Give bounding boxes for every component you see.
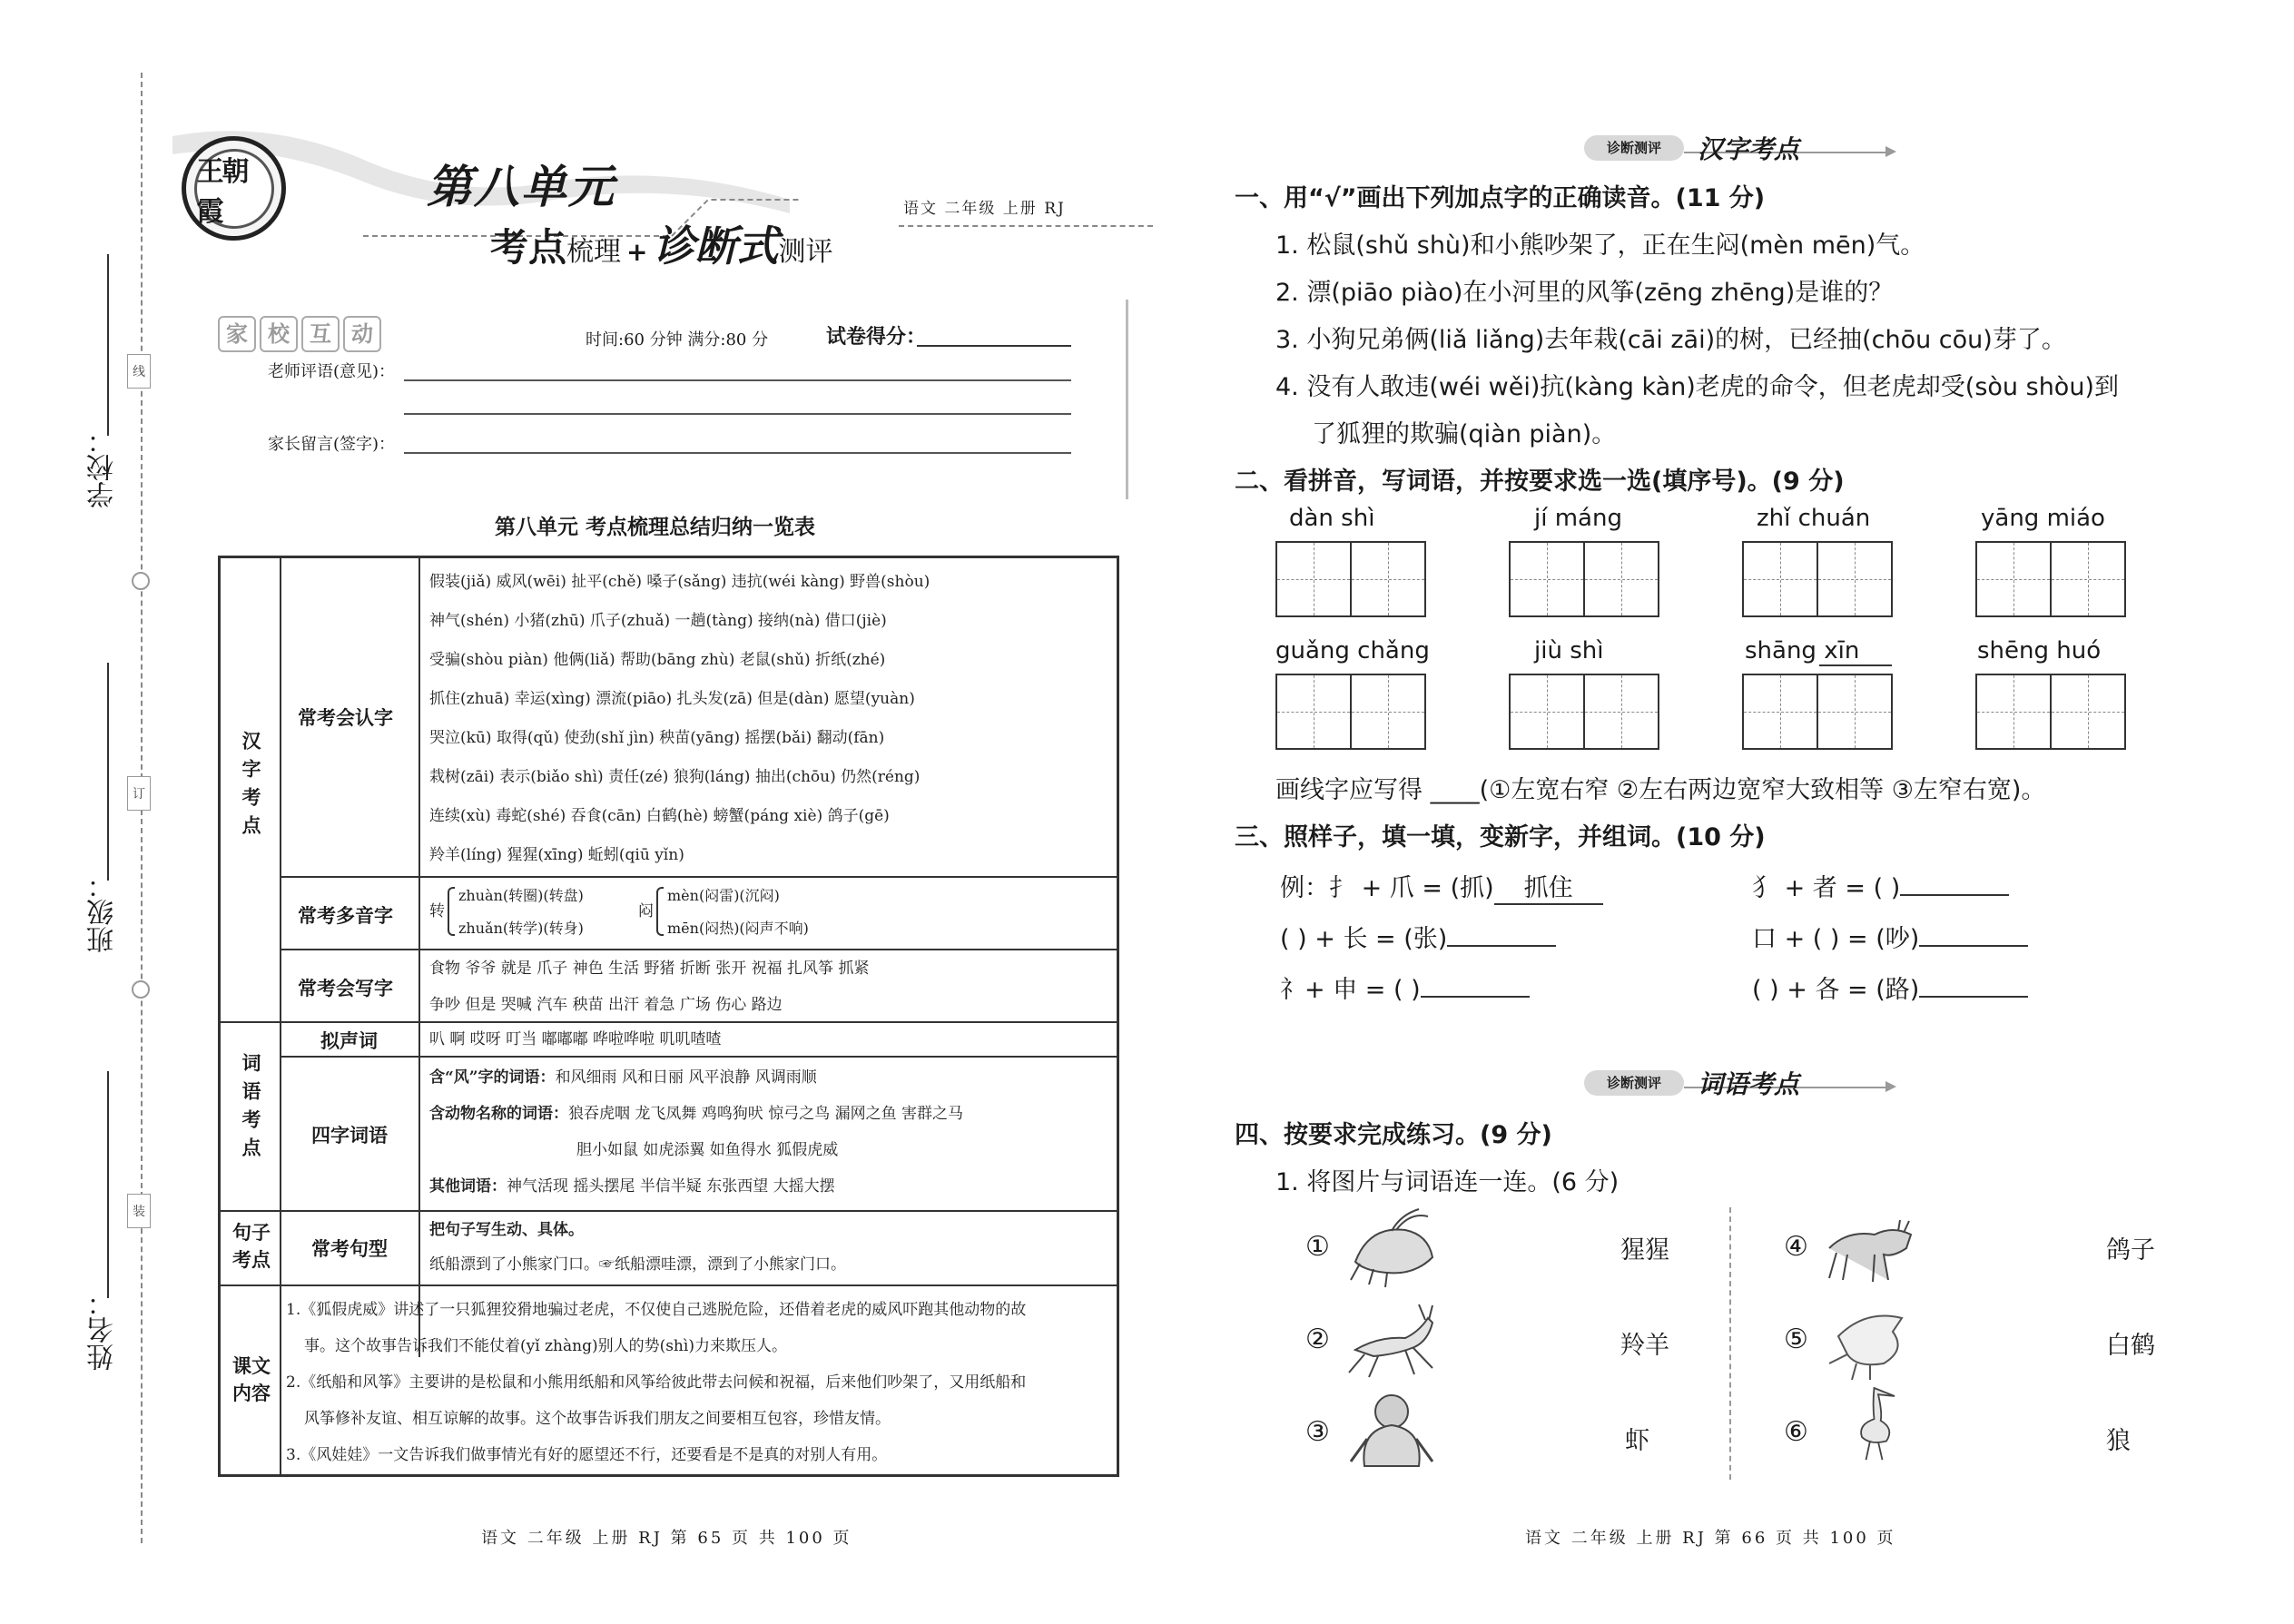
sizici-line: 狼吞虎咽 龙飞凤舞 鸡鸣狗吠 惊弓之鸟 漏网之鱼 害群之马 xyxy=(568,1105,964,1123)
sizici-line: 胆小如鼠 如虎添翼 如鱼得水 狐假虎威 xyxy=(576,1141,839,1159)
poly-reading: mēn(闷热)(闷声不响) xyxy=(667,920,809,937)
binding-strip xyxy=(0,0,154,1624)
meta-divider xyxy=(899,225,1153,227)
time-score-info: 时间:60 分钟 满分:80 分 xyxy=(586,330,769,349)
poly-reading: zhuàn(转圈)(转盘) xyxy=(458,887,584,904)
binding-mark: 订 xyxy=(127,776,151,811)
word-option[interactable]: 狼 xyxy=(2106,1427,2131,1455)
poly-reading: mèn(闷雷)(沉闷) xyxy=(667,887,780,904)
binding-mark: 线 xyxy=(127,354,151,389)
subcat-juxing: 常考句型 xyxy=(311,1237,388,1260)
sizici-line: 神气活现 摇头摆尾 半信半疑 东张西望 大摇大摆 xyxy=(507,1177,835,1196)
summary-table xyxy=(218,556,1119,1477)
renzi-line: 神气(shén) 小猪(zhū) 爪子(zhuǎ) 一趟(tàng) 接纳(nà) 借口(jiè) xyxy=(429,612,887,630)
pinyin: shēng huó xyxy=(1977,637,2102,664)
class-field[interactable] xyxy=(107,663,109,881)
tianzige-box[interactable] xyxy=(1275,541,1426,617)
pinyin: shāng xīn xyxy=(1745,637,1860,664)
subject-grade-tag: 语文 二年级 上册 RJ xyxy=(903,200,1066,218)
teacher-comment-field[interactable] xyxy=(404,379,1071,381)
pinyin: jiù shì xyxy=(1534,637,1604,664)
q3-cell[interactable]: 礻+ 申 = ( ) xyxy=(1280,969,1530,1005)
juxing-line: 纸船漂到了小熊家门口。☞纸船漂哇漂，漂到了小熊家门口。 xyxy=(429,1255,846,1274)
subcat-renzi: 常考会认字 xyxy=(298,706,393,729)
crane-icon[interactable] xyxy=(1820,1380,1920,1462)
section-banner-ciyu: 诊断测评 词语考点 xyxy=(1584,1067,1893,1101)
publisher-logo: 王朝霞 xyxy=(182,136,286,241)
poly-reading: zhuǎn(转学)(转身) xyxy=(458,920,584,937)
pinyin: yāng miáo xyxy=(1981,505,2105,532)
teacher-comment-label: 老师评语(意见)： xyxy=(268,362,396,381)
category-kewen: 课文内容 xyxy=(232,1354,271,1404)
pinyin: guǎng chǎng xyxy=(1275,637,1430,664)
shrimp-icon[interactable] xyxy=(1342,1207,1442,1289)
home-school-banner: 家 校 互 动 xyxy=(218,316,409,352)
item-number: ⑤ xyxy=(1784,1324,1808,1355)
item-number: ④ xyxy=(1784,1231,1808,1263)
sizici-label: 其他词语： xyxy=(429,1177,507,1196)
word-option[interactable]: 白鹤 xyxy=(2106,1332,2155,1360)
wolf-icon[interactable] xyxy=(1820,1207,1920,1289)
page-subtitle: 考点梳理 + 诊断式测评 xyxy=(490,221,833,271)
xiezi-line: 争吵 但是 哭喊 汽车 秧苗 出汗 着急 广场 伤心 路边 xyxy=(429,996,783,1014)
pigeon-icon[interactable] xyxy=(1820,1300,1920,1382)
item-number: ③ xyxy=(1305,1416,1330,1448)
school-field[interactable] xyxy=(107,254,109,436)
q3-cell[interactable]: ( ) + 各 = (路) xyxy=(1752,969,2028,1005)
school-label: 学校： xyxy=(87,427,119,508)
pinyin: dàn shì xyxy=(1289,505,1375,532)
word-option[interactable]: 虾 xyxy=(1625,1427,1649,1455)
q3-cell[interactable]: 口 + ( ) = (吵) xyxy=(1752,919,2028,954)
content-line: 1.《狐假虎威》讲述了一只狐狸狡猾地骗过老虎，不仅使自己逃脱危险，还借着老虎的威风吓跑其他动物的故 xyxy=(286,1301,1027,1319)
q3-title: 三、照样子，填一填，变新字，并组词。(10 分) xyxy=(1235,823,1766,851)
left-page-footer: 语文 二年级 上册 RJ 第 65 页 共 100 页 xyxy=(481,1529,852,1548)
category-juzi: 句子考点 xyxy=(232,1221,271,1271)
renzi-line: 受骗(shòu piàn) 他俩(liǎ) 帮助(bāng zhù) 老鼠(shǔ) 折纸(zhé) xyxy=(429,651,886,669)
q1-item[interactable]: 3. 小狗兄弟俩(liǎ liǎng)去年栽(cāi zāi)的树，已经抽(chōu cōu)芽了。 xyxy=(1275,326,2066,354)
unit-title: 第八单元 xyxy=(427,161,615,213)
content-line: 事。这个故事告诉我们不能仗着(yǐ zhàng)别人的势(shì)力来欺压人。 xyxy=(304,1337,787,1355)
q4-subtitle: 1. 将图片与词语连一连。(6 分) xyxy=(1275,1168,1620,1196)
binding-hole xyxy=(132,572,150,590)
content-line: 3.《风娃娃》一文告诉我们做事情光有好的愿望还不行，还要看是不是真的对别人有用。 xyxy=(286,1446,888,1464)
q1-item[interactable]: 4. 没有人敢违(wéi wěi)抗(kàng kàn)老虎的命令，但老虎却受(sòu shòu)到 xyxy=(1275,373,2119,401)
parent-comment-field[interactable] xyxy=(404,452,1071,454)
right-page-footer: 语文 二年级 上册 RJ 第 66 页 共 100 页 xyxy=(1525,1529,1896,1548)
subcat-nishengci: 拟声词 xyxy=(320,1029,378,1052)
q2-note[interactable]: 画线字应写得 ____(①左宽右窄 ②左右两边宽窄大致相等 ③左窄右宽)。 xyxy=(1275,776,2046,804)
renzi-line: 哭泣(kū) 取得(qǔ) 使劲(shǐ jìn) 秧苗(yāng) 摇摆(bǎi) 翻动(fān) xyxy=(429,729,885,747)
q2-title: 二、看拼音，写词语，并按要求选一选(填序号)。(9 分) xyxy=(1235,468,1845,496)
subcat-xiezi: 常考会写字 xyxy=(298,977,393,999)
nishengci-line: 叭 啊 哎呀 叮当 嘟嘟嘟 哗啦哗啦 叽叽喳喳 xyxy=(429,1030,722,1048)
tianzige-box[interactable] xyxy=(1975,541,2126,617)
word-option[interactable]: 羚羊 xyxy=(1620,1332,1669,1360)
juxing-line: 把句子写生动、具体。 xyxy=(429,1221,584,1239)
gorilla-icon[interactable] xyxy=(1342,1389,1442,1471)
brace xyxy=(656,887,664,936)
score-field[interactable] xyxy=(917,345,1071,347)
table-title: 第八单元 考点梳理总结归纳一览表 xyxy=(495,516,816,539)
q4-title: 四、按要求完成练习。(9 分) xyxy=(1235,1121,1552,1149)
tianzige-box[interactable] xyxy=(1742,541,1893,617)
binding-hole xyxy=(132,980,150,999)
pinyin: jí máng xyxy=(1534,505,1622,532)
q1-item[interactable]: 2. 漂(piāo piào)在小河里的风筝(zēng zhēng)是谁的？ xyxy=(1275,279,1894,307)
underline-mark xyxy=(1819,664,1892,666)
sizici-label: 含动物名称的词语： xyxy=(429,1105,568,1123)
poly-char-zhuan: 转 xyxy=(429,902,445,920)
item-number: ⑥ xyxy=(1784,1416,1808,1448)
brace xyxy=(448,887,455,936)
word-option[interactable]: 猩猩 xyxy=(1620,1236,1669,1265)
q3-cell[interactable]: ( ) + 长 = (张) xyxy=(1280,919,1556,954)
name-label: 姓名： xyxy=(87,1289,119,1371)
content-line: 风筝修补友谊、相互谅解的故事。这个故事告诉我们朋友之间要相互包容，珍惜友情。 xyxy=(304,1410,891,1428)
name-field[interactable] xyxy=(107,1071,109,1298)
content-line: 2.《纸船和风筝》主要讲的是松鼠和小熊用纸船和风筝给彼此带去问候和祝福，后来他们吵架了，又用纸船和 xyxy=(286,1373,1027,1392)
q3-cell[interactable]: 例：扌 + 爪 = (抓) 抓住 xyxy=(1280,868,1603,905)
item-number: ① xyxy=(1305,1231,1330,1263)
column-divider xyxy=(1729,1207,1731,1480)
q3-cell[interactable]: 犭 + 者 = ( ) xyxy=(1752,868,2009,903)
poly-char-men: 闷 xyxy=(638,902,654,920)
sizici-label: 含“风”字的词语： xyxy=(429,1068,556,1087)
item-number: ② xyxy=(1305,1324,1330,1355)
renzi-line: 栽树(zāi) 表示(biǎo shì) 责任(zé) 狼狗(láng) 抽出(chōu) 仍然(réng) xyxy=(429,768,921,786)
teacher-comment-field[interactable] xyxy=(404,413,1071,415)
q1-title: 一、用“√”画出下列加点字的正确读音。(11 分) xyxy=(1235,184,1766,212)
vertical-rule xyxy=(1126,300,1128,499)
q1-item[interactable]: 了狐狸的欺骗(qiàn piàn)。 xyxy=(1312,420,1617,448)
tianzige-box[interactable] xyxy=(1975,674,2126,750)
xiezi-line: 食物 爷爷 就是 爪子 神色 生活 野猪 折断 张开 祝福 扎风筝 抓紧 xyxy=(429,960,870,978)
binding-mark: 装 xyxy=(127,1194,151,1228)
tianzige-box[interactable] xyxy=(1742,674,1893,750)
renzi-line: 抓住(zhuā) 幸运(xìng) 漂流(piāo) 扎头发(zā) 但是(dàn) 愿望(yuàn) xyxy=(429,690,915,708)
category-ciyu: 词语考点 xyxy=(240,1053,262,1166)
section-banner-hanzi: 诊断测评 汉字考点 xyxy=(1584,132,1893,166)
renzi-line: 连续(xù) 毒蛇(shé) 吞食(cān) 白鹤(hè) 螃蟹(páng xiè) 鸽子(gē) xyxy=(429,807,890,825)
word-option[interactable]: 鸽子 xyxy=(2106,1236,2155,1265)
antelope-icon[interactable] xyxy=(1342,1300,1442,1382)
class-label: 班级： xyxy=(87,871,119,953)
tianzige-box[interactable] xyxy=(1509,674,1659,750)
q1-item[interactable]: 1. 松鼠(shǔ shù)和小熊吵架了，正在生闷(mèn mēn)气。 xyxy=(1275,231,1925,260)
category-hanzi: 汉字考点 xyxy=(240,731,262,843)
score-label: 试卷得分： xyxy=(826,325,927,349)
renzi-line: 羚羊(líng) 猩猩(xīng) 蚯蚓(qiū yǐn) xyxy=(429,846,684,864)
renzi-line: 假装(jiǎ) 威风(wēi) 扯平(chě) 嗓子(sǎng) 违抗(wéi kàng) 野兽(shòu) xyxy=(429,573,930,591)
parent-comment-label: 家长留言(签字)： xyxy=(268,435,396,454)
subcat-duoyinzi: 常考多音字 xyxy=(298,904,393,927)
sizici-line: 和风细雨 风和日丽 风平浪静 风调雨顺 xyxy=(555,1068,817,1087)
pinyin: zhǐ chuán xyxy=(1757,505,1871,532)
tianzige-box[interactable] xyxy=(1509,541,1659,617)
subcat-sizici: 四字词语 xyxy=(311,1124,388,1147)
tianzige-box[interactable] xyxy=(1275,674,1426,750)
